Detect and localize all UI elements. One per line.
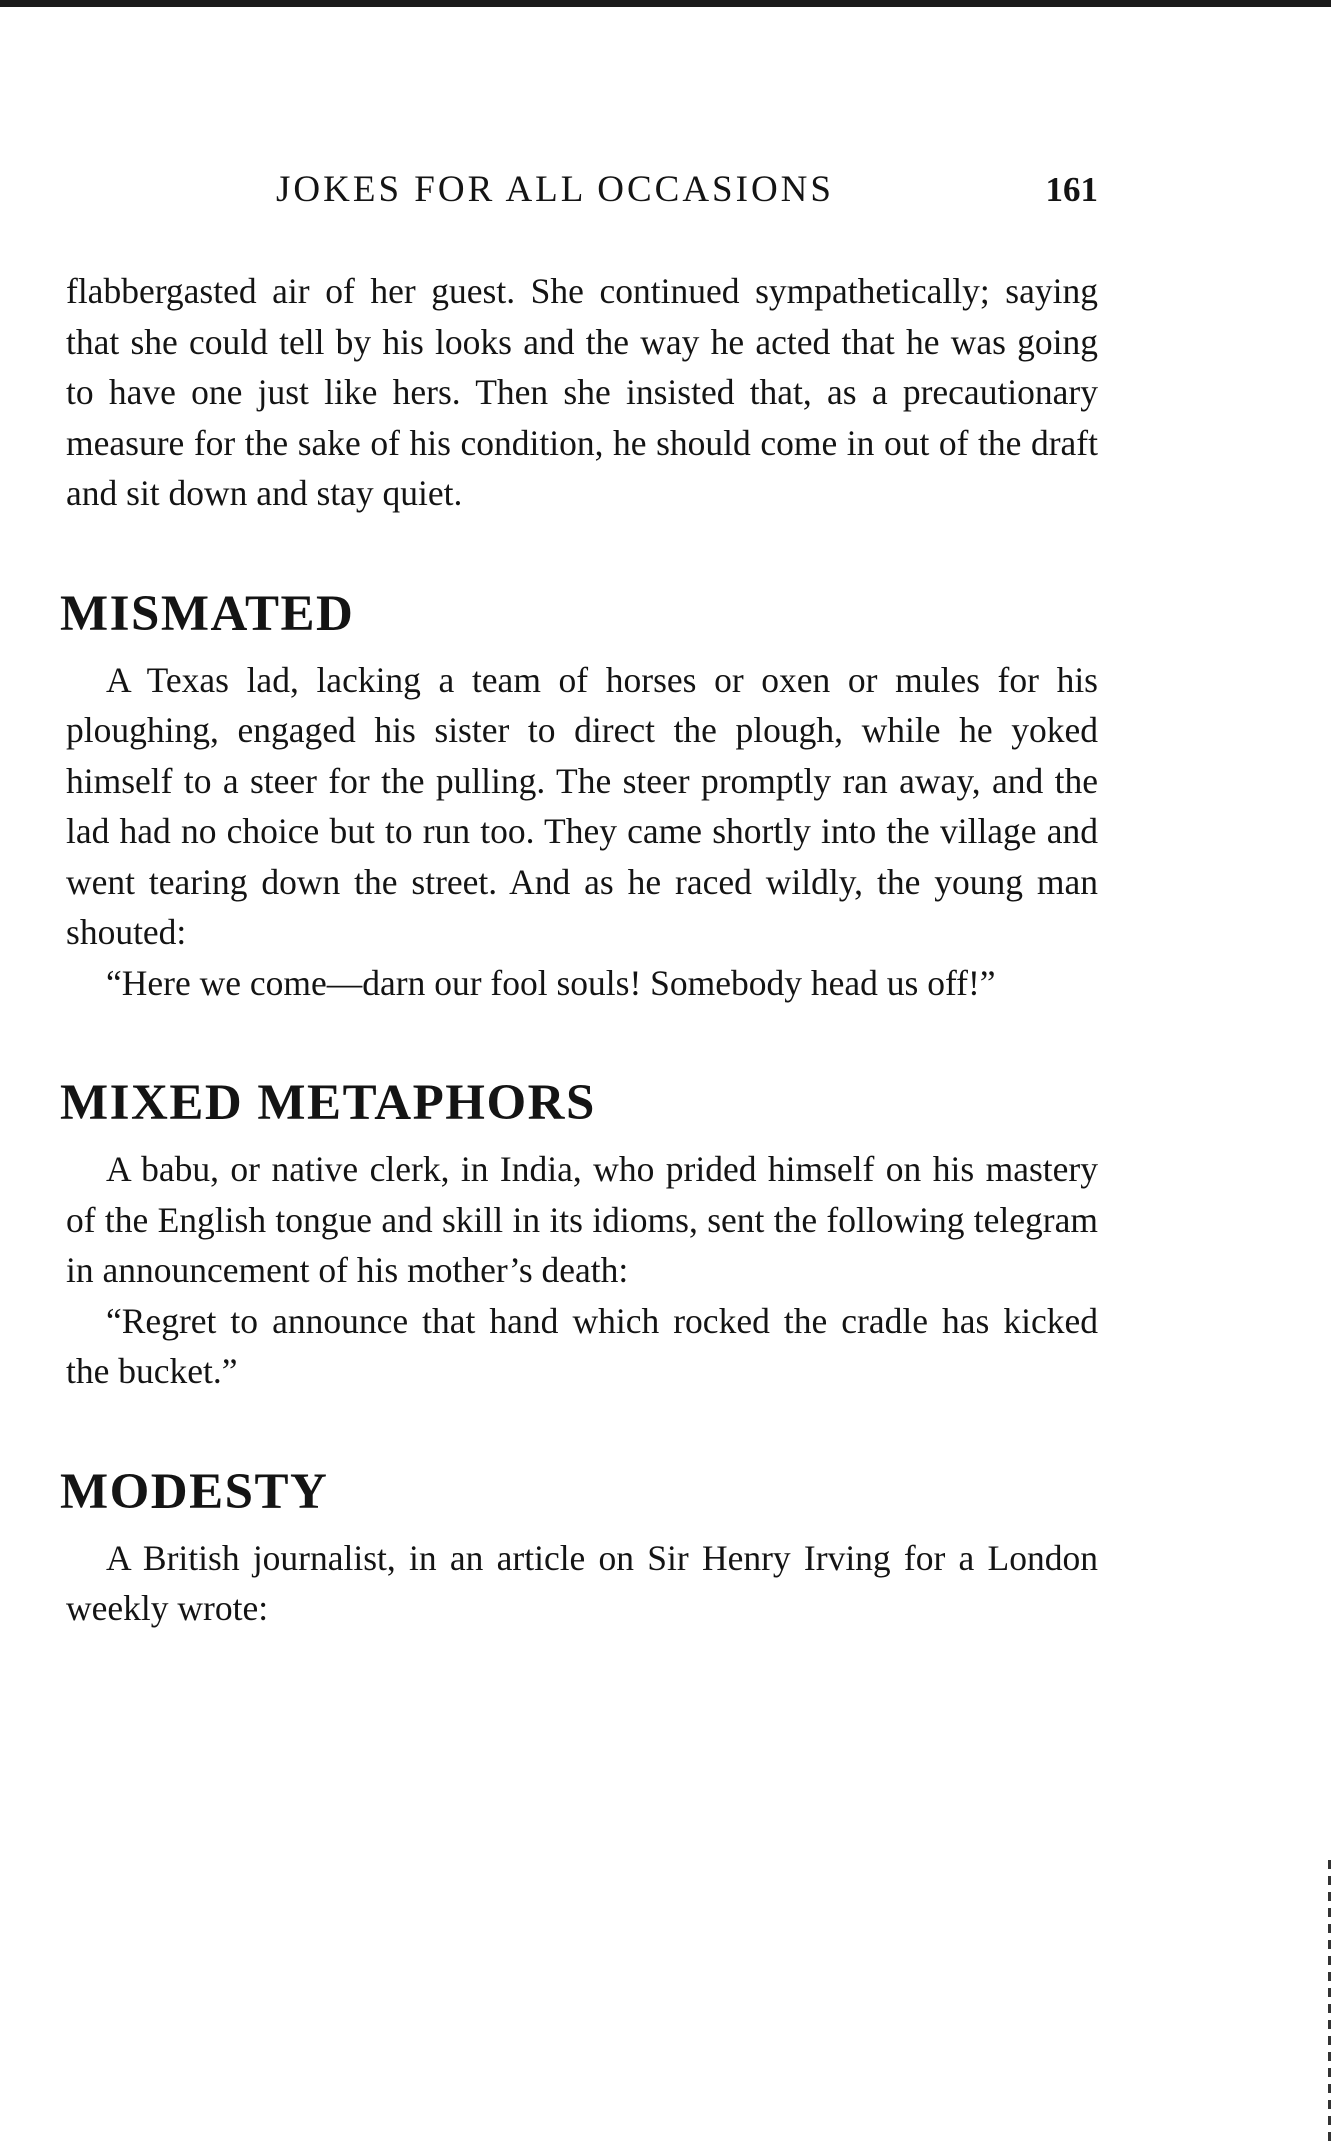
section-mismated xyxy=(60,585,1098,1009)
section-title-mismated: MISMATED xyxy=(60,585,355,642)
running-head xyxy=(66,162,1098,222)
section-paragraph: “Regret to announce that hand which rocked the cradle has kicked the bucket.” xyxy=(66,1300,1098,1391)
page-number: 161 xyxy=(1045,170,1098,209)
section-paragraph: A babu, or native clerk, in India, who prided himself on his mastery of the English tongue and skill in its idioms, sent the following telegram in announcement of his mother’s death: xyxy=(66,1149,1098,1290)
running-title: JOKES FOR ALL OCCASIONS xyxy=(276,169,834,210)
continued-paragraph: flabbergasted air of her guest. She continued sympathetically; saying that she could tell by his looks and the way he acted that he was going to have one just like hers. Then she insisted that, as a precautionary measure for the sake of his condition, he should come in out of the draft and sit down and stay quiet. xyxy=(66,271,1098,513)
section-paragraph: “Here we come—darn our fool souls! Somebody head us off!” xyxy=(106,962,996,1003)
page-top-edge xyxy=(0,0,1331,7)
book-page xyxy=(60,162,1098,1634)
section-paragraph: A Texas lad, lacking a team of horses or oxen or mules for his ploughing, engaged his sister to direct the plough, while he yoked himself to a steer for the pulling. The steer promptly ran away, and the lad had no choice but to run too. They came shortly into the village and went tearing down the street. And as he raced wildly, the young man shouted: xyxy=(66,659,1098,952)
section-title-modesty: MODESTY xyxy=(60,1463,329,1520)
section-modesty xyxy=(60,1463,1098,1634)
section-mixed-metaphors xyxy=(60,1074,1098,1397)
section-title-mixed-metaphors: MIXED METAPHORS xyxy=(60,1075,596,1131)
section-paragraph: A British journalist, in an article on Sir Henry Irving for a London weekly wrote: xyxy=(66,1537,1098,1628)
